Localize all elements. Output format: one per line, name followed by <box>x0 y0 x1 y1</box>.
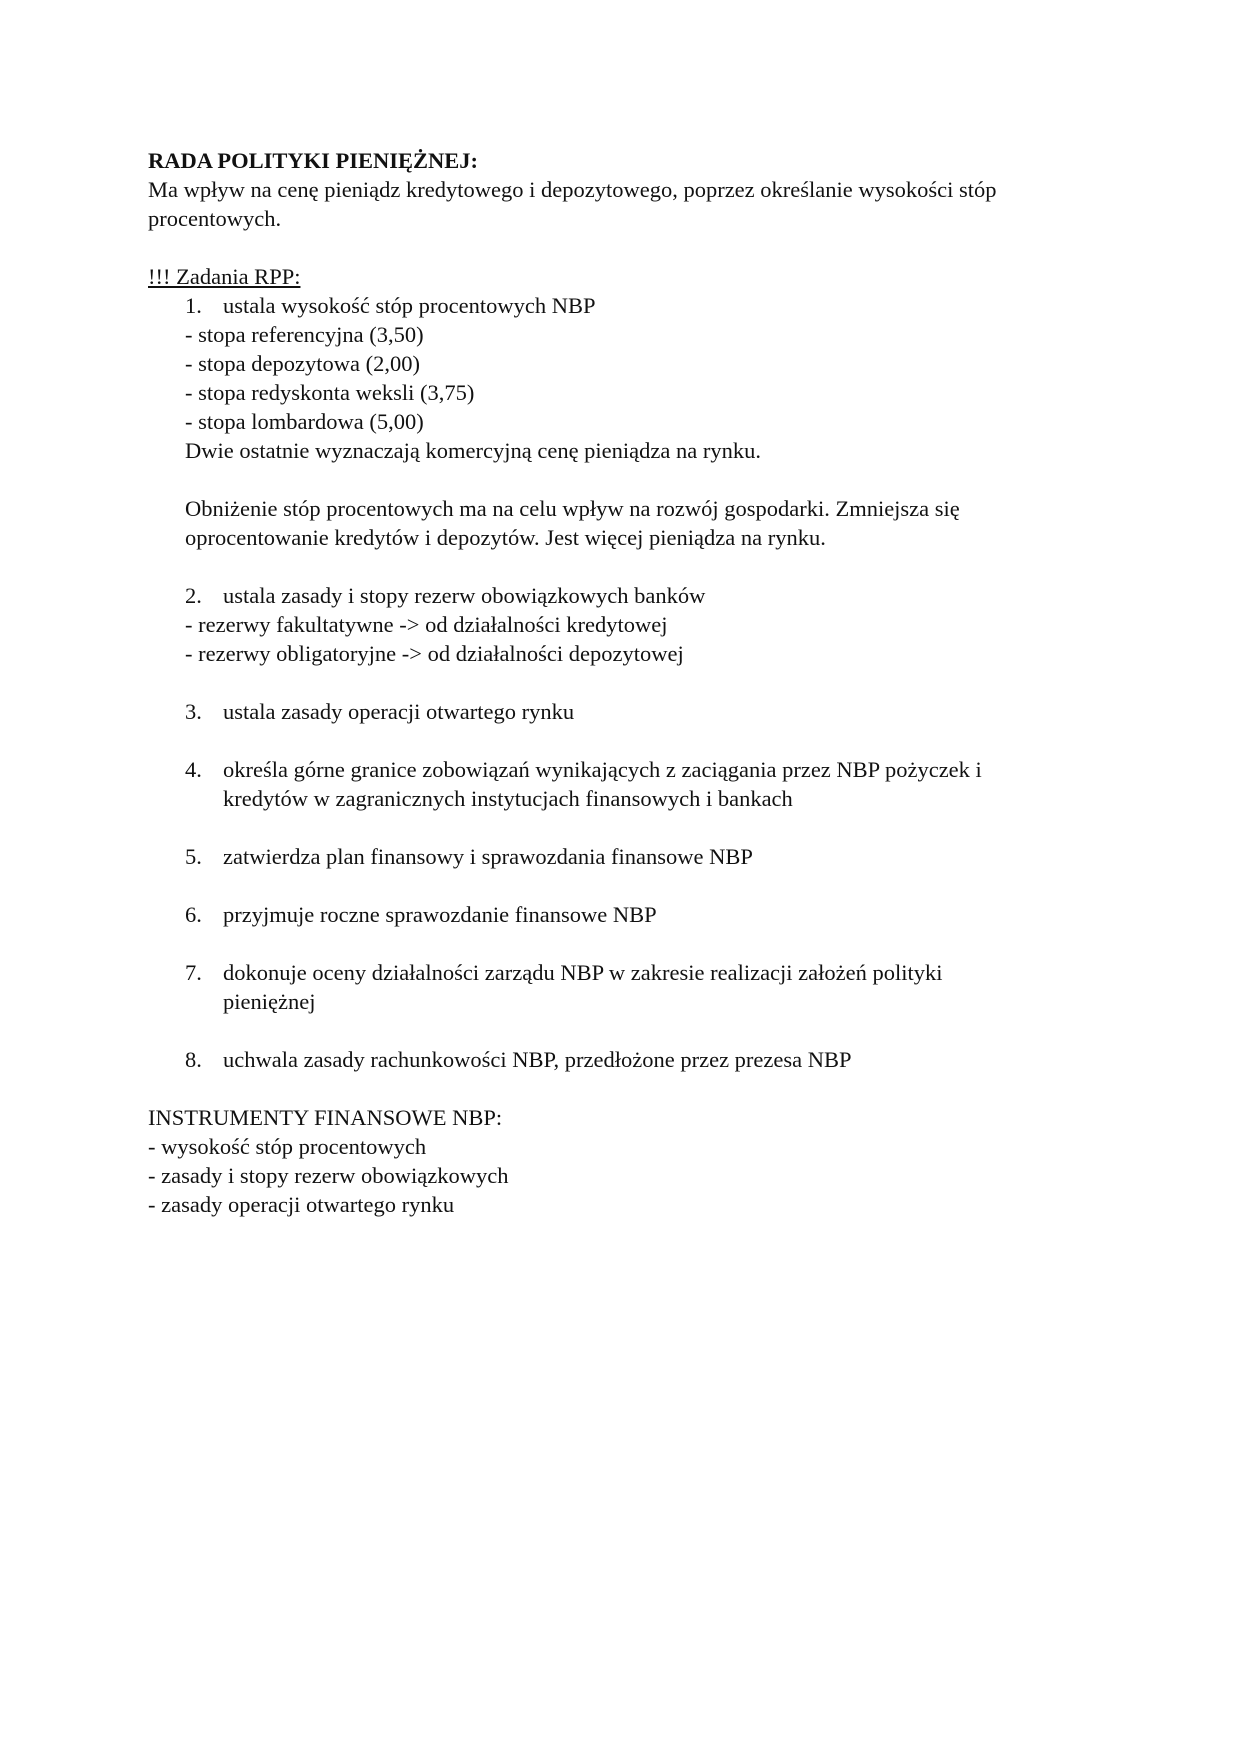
document-page <box>148 146 1108 1219</box>
rates-paragraph-line-2: oprocentowanie kredytów i depozytów. Jest więcej pieniądza na rynku. <box>185 525 826 550</box>
instrument-item: - zasady i stopy rezerw obowiązkowych <box>148 1163 509 1188</box>
task-number: 7. <box>185 960 202 985</box>
reserve-item: - rezerwy obligatoryjne -> od działalności depozytowej <box>185 641 684 666</box>
task-item-3 <box>148 697 1108 726</box>
rates-note: Dwie ostatnie wyznaczają komercyjną cenę pieniądza na rynku. <box>185 438 761 463</box>
task-number: 6. <box>185 902 202 927</box>
rate-item: - stopa depozytowa (2,00) <box>185 351 420 376</box>
task-item-4 <box>148 755 1108 813</box>
task-text: ustala wysokość stóp procentowych NBP <box>223 293 596 318</box>
task-text-line-2: kredytów w zagranicznych instytucjach finansowych i bankach <box>223 786 793 811</box>
rate-item: - stopa redyskonta weksli (3,75) <box>185 380 475 405</box>
task-text: uchwala zasady rachunkowości NBP, przedłożone przez prezesa NBP <box>223 1047 852 1072</box>
task-number: 1. <box>185 293 202 318</box>
reserve-item: - rezerwy fakultatywne -> od działalności kredytowej <box>185 612 668 637</box>
task-number: 4. <box>185 757 202 782</box>
task-number: 8. <box>185 1047 202 1072</box>
task-text-line-1: określa górne granice zobowiązań wynikających z zaciągania przez NBP pożyczek i <box>223 757 982 782</box>
task-text: zatwierdza plan finansowy i sprawozdania finansowe NBP <box>223 844 753 869</box>
task-number: 5. <box>185 844 202 869</box>
task-number: 3. <box>185 699 202 724</box>
task-text-line-2: pieniężnej <box>223 989 316 1014</box>
instrument-item: - wysokość stóp procentowych <box>148 1134 427 1159</box>
task-text: ustala zasady i stopy rezerw obowiązkowych banków <box>223 583 706 608</box>
task-item-2 <box>148 581 1108 610</box>
instruments-heading: INSTRUMENTY FINANSOWE NBP: <box>148 1105 503 1130</box>
task-item-5 <box>148 842 1108 871</box>
intro-line-1: Ma wpływ na cenę pieniądz kredytowego i depozytowego, poprzez określanie wysokości stóp <box>148 177 997 202</box>
rate-item: - stopa lombardowa (5,00) <box>185 409 424 434</box>
rates-paragraph-line-1: Obniżenie stóp procentowych ma na celu wpływ na rozwój gospodarki. Zmniejsza się <box>185 496 960 521</box>
task-item-1 <box>148 291 1108 320</box>
task-text: przyjmuje roczne sprawozdanie finansowe NBP <box>223 902 657 927</box>
instrument-item: - zasady operacji otwartego rynku <box>148 1192 455 1217</box>
tasks-heading: !!! Zadania RPP: <box>148 264 301 289</box>
task-item-8 <box>148 1045 1108 1074</box>
task-number: 2. <box>185 583 202 608</box>
task-item-7 <box>148 958 1108 1016</box>
task-text-line-1: dokonuje oceny działalności zarządu NBP w zakresie realizacji założeń polityki <box>223 960 943 985</box>
task-text: ustala zasady operacji otwartego rynku <box>223 699 575 724</box>
task-item-6 <box>148 900 1108 929</box>
rate-item: - stopa referencyjna (3,50) <box>185 322 424 347</box>
intro-line-2: procentowych. <box>148 206 282 231</box>
document-heading: RADA POLITYKI PIENIĘŻNEJ: <box>148 148 479 173</box>
